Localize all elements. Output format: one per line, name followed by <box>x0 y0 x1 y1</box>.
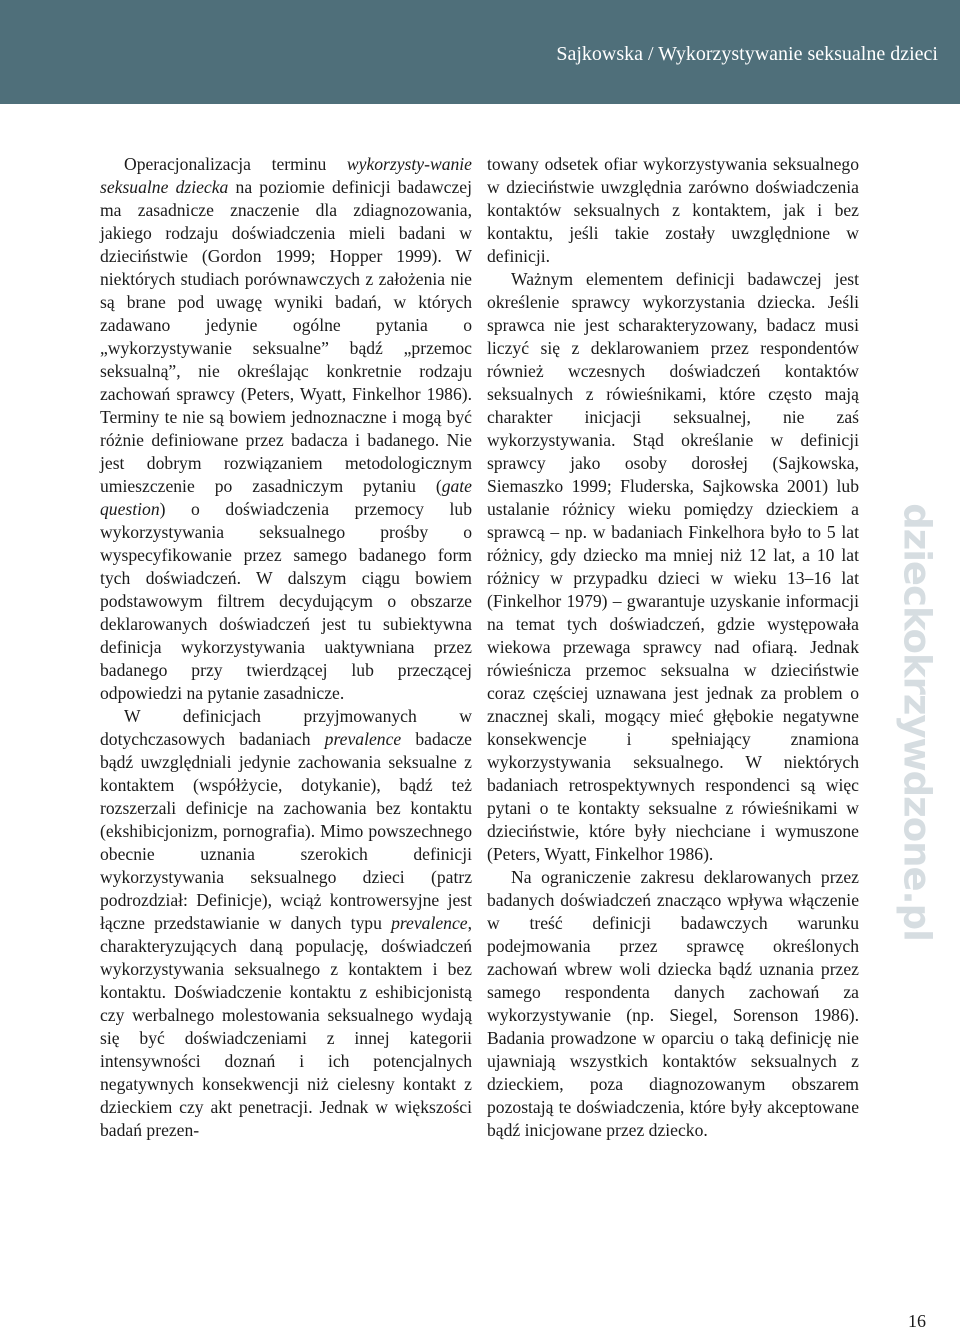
italic-term: wykorzysty-wanie seksualne dziecka <box>100 154 472 197</box>
text-run: , charakteryzujących daną populację, doświadczeń wykorzystywania seksualnego z kontaktem i bez kontaktu. Doświadczenie kontaktu z eshibicjonistą czy werbalnego molestowania seksualnego wydają się być doświadczeniami z innej kategorii intensywności doznań i ich potencjalnych negatywnych konsekwencji niż cielesny kontakt z dzieckiem czy akt penetracji. Jednak w większości badań prezen- <box>100 913 472 1140</box>
watermark-text: dzieckokrzywdzone.pl <box>895 503 939 941</box>
text-run: na poziomie definicji badawczej ma zasadnicze znaczenie dla zdiagnozowania, jakiego rodzaju doświadczenia mieli badani w dzieciństwie (Gordon 1999; Hopper 1999). W niektórych studiach porównawczych z założenia nie są brane pod uwagę wyniki badań, w których zadawano jedynie ogólne pytania o „wykorzystywanie seksualne” bądź „przemoc seksualną”, nie określając konkretnie rodzaju zachowań sprawcy (Peters, Wyatt, Finkelhor 1986). Terminy te nie są bowiem jednoznaczne i mogą być różnie definiowane przez badacza i badanego. Nie jest dobrym rozwiązaniem metodologicznym umieszczenie po zasadniczym pytaniu ( <box>100 177 472 496</box>
left-paragraph-2 <box>100 705 472 1142</box>
right-paragraph-1: towany odsetek ofiar wykorzystywania seksualnego w dzieciństwie uwzględnia zarówno doświadczenia kontaktów seksualnych z kontaktem, jak i bez kontaktu, jeśli takie zostały uwzględnione w definicji. <box>487 154 859 266</box>
right-column <box>487 153 859 1142</box>
italic-term: gate question <box>100 476 472 519</box>
text-run: ) o doświadczenia przemocy lub wykorzystywania seksualnego prośby o wyspecyfikowanie przez samego badanego form tych doświadczeń. W dalszym ciągu bowiem podstawowym filtrem decydującym o obszarze deklarowanych doświadczeń jest tu subiektywna definicja wykorzystywania uaktywniana przez badanego przy twierdzącej lub przeczącej odpowiedzi na pytanie zasadnicze. <box>100 499 472 703</box>
running-title: Sajkowska / Wykorzystywanie seksualne dzieci <box>556 43 938 65</box>
watermark-logo <box>895 503 939 941</box>
text-run: W definicjach przyjmowanych w dotychczasowych badaniach <box>100 706 472 749</box>
page-number: 16 <box>908 1311 926 1331</box>
right-paragraph-2: Ważnym elementem definicji badawczej jest określenie sprawcy wykorzystania dziecka. Jeśli sprawca nie jest scharakteryzowany, badacz musi liczyć się z deklarowaniem przez respondentów również wczesnych doświadczeń kontaktów seksualnych z rówieśnikami, które często mają charakter inicjacji seksualnej, nie zaś wykorzystywania. Stąd określanie w definicji sprawcy jako osoby dorosłej (Sajkowska, Siemaszko 1999; Fluderska, Sajkowska 2001) lub ustalanie różnicy wieku pomiędzy dzieckiem a sprawcą – np. w badaniach Finkelhora było to 5 lat różnicy, gdy dziecko ma mniej niż 12 lat, a 10 lat różnicy w przypadku dzieci w wieku 13–16 lat (Finkelhor 1979) – gwarantuje uzyskanie informacji na temat tych doświadczeń, gdzie występowała wiekowa przewaga sprawcy nad ofiarą. Jednak rówieśnicza przemoc seksualna w dzieciństwie coraz częściej uznawana jest jednak za problem o znacznej skali, mogący mieć głębokie negatywne konsekwencje i spełniający znamiona wykorzystywania seksualnego. W niektórych badaniach retrospektywnych respondenci są więc pytani o te kontakty seksualne z rówieśnikami w dzieciństwie, które były niechciane i wymuszone (Peters, Wyatt, Finkelhor 1986). <box>487 269 859 864</box>
running-header-bar <box>0 0 960 104</box>
italic-term: prevalence <box>391 913 468 933</box>
left-paragraph-1 <box>100 153 472 705</box>
left-column <box>100 153 472 1142</box>
text-run: badacze bądź uwzględniali jedynie zachowania seksualne z kontaktem (współżycie, dotykanie), bądź też rozszerzali definicje na zachowania bez kontaktu (ekshibicjonizm, pornografia). Mimo powszechnego obecnie uznania szerokich definicji wykorzystywania seksualnego dzieci (patrz podrozdział: Definicje), wciąż kontrowersyjne jest łączne przedstawianie w danych typu <box>100 729 472 933</box>
right-paragraph-3: Na ograniczenie zakresu deklarowanych przez badanych doświadczeń znacząco wpływa włączenie w treść definicji badawczych warunku podejmowania przez sprawcę określonych zachowań wbrew woli dziecka bądź uznania przez samego respondenta danych zachowań za wykorzystywanie (np. Siegel, Sorenson 1986). Badania prowadzone w oparciu o taką definicję nie ujawniają wszystkich kontaktów seksualnych z dzieckiem, poza diagnozowanym obszarem pozostają te doświadczenia, które były akceptowane bądź inicjowane przez dziecko. <box>487 867 859 1140</box>
text-run: Operacjonalizacja terminu <box>124 154 347 174</box>
italic-term: prevalence <box>324 729 402 749</box>
